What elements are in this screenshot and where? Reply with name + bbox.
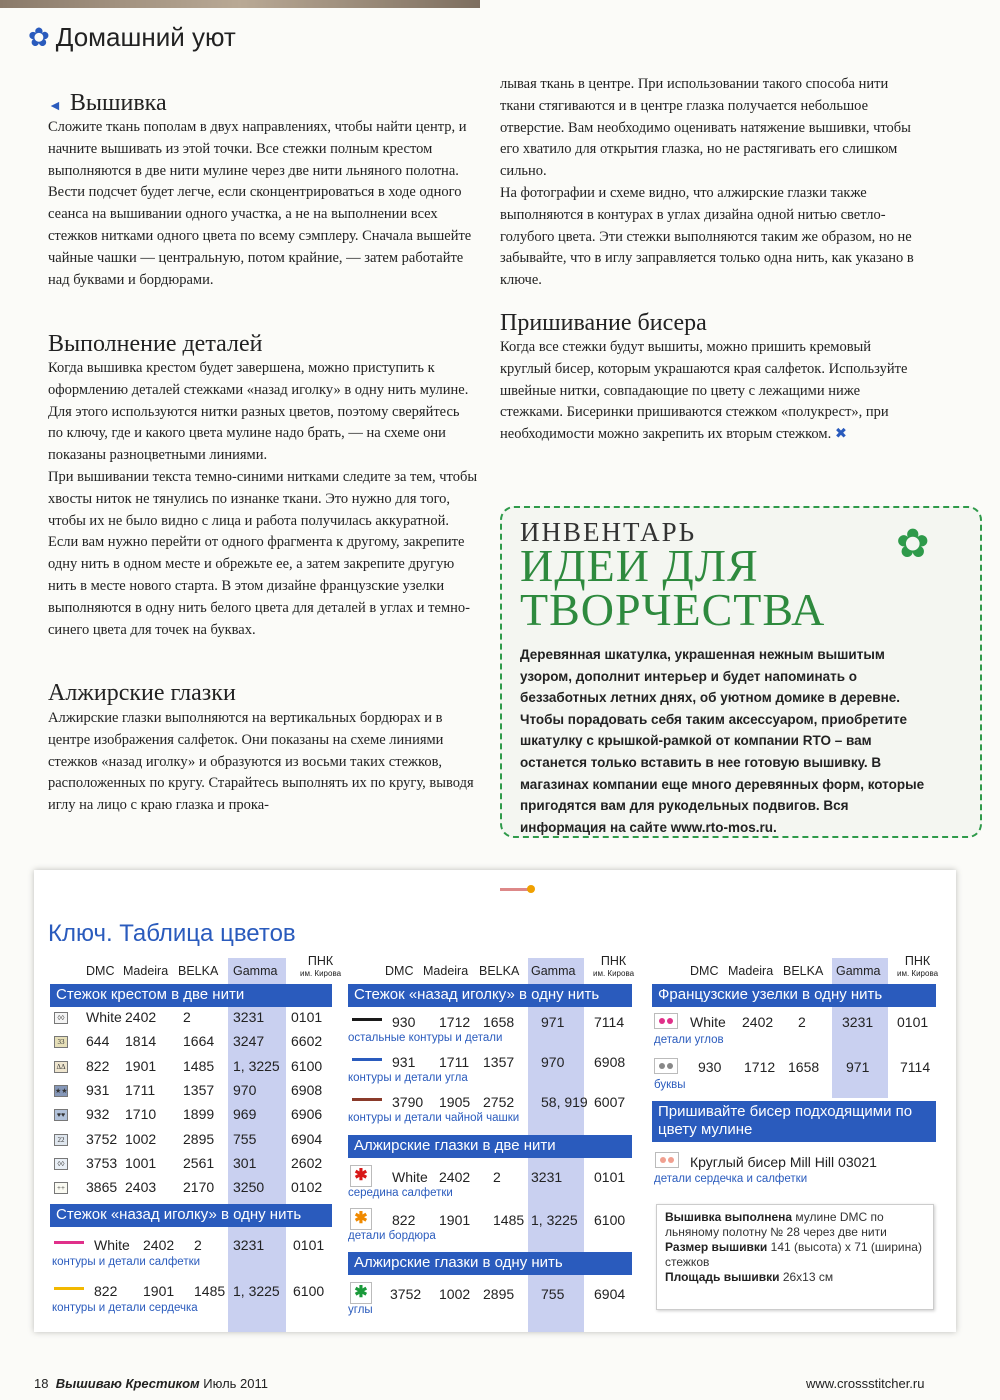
cell-madeira: 2402 xyxy=(125,1009,157,1025)
cross-stitch-row xyxy=(48,1155,338,1173)
cell-madeira: 1712 xyxy=(439,1014,471,1030)
pnk-label: ПНК xyxy=(600,954,627,968)
cell-madeira: 1710 xyxy=(125,1106,157,1123)
cell-dmc: 822 xyxy=(392,1212,416,1228)
cross-stitch-header: Стежок крестом в две нити xyxy=(50,984,332,1007)
cell-belka: 2561 xyxy=(183,1154,215,1171)
section-details-heading xyxy=(48,331,478,358)
cell-gamma: 971 xyxy=(846,1059,870,1075)
symbol-swatch: ++ xyxy=(54,1182,68,1194)
paragraph xyxy=(500,337,920,446)
cell-belka: 2 xyxy=(194,1237,202,1253)
french-knots-header: Французские узелки в одну нить xyxy=(652,984,936,1007)
cell-pnk: 6100 xyxy=(293,1283,325,1299)
symbol-swatch: 33 xyxy=(54,1036,68,1048)
cell-gamma: 969 xyxy=(233,1106,257,1123)
cell-dmc: White xyxy=(392,1169,428,1185)
column-header-pnk xyxy=(897,956,938,979)
flower-icon: ✿ xyxy=(28,22,50,52)
section-beads-heading xyxy=(500,310,920,337)
cross-stitch-row xyxy=(48,1033,338,1051)
cell-gamma: 970 xyxy=(233,1081,257,1098)
cell-pnk: 0101 xyxy=(293,1237,325,1253)
column-header-madeira: Madeira xyxy=(123,964,169,978)
section-algerian-continued xyxy=(500,74,920,292)
row-note: детали углов xyxy=(654,1034,724,1046)
top-photo-strip xyxy=(0,0,480,8)
beads-header: Пришивайте бисер подходящими по цвету мулине xyxy=(652,1101,936,1142)
cell-pnk: 0102 xyxy=(291,1179,323,1196)
cell-pnk: 7114 xyxy=(594,1014,625,1030)
section-embroidery-title: Вышивка xyxy=(69,90,167,116)
cross-stitch-row xyxy=(48,1179,338,1197)
cell-dmc: White xyxy=(86,1009,122,1025)
cell-gamma: 3247 xyxy=(233,1033,265,1050)
cell-pnk: 0101 xyxy=(291,1009,323,1025)
symbol-swatch: ◊◊ xyxy=(54,1158,68,1170)
cell-pnk: 6908 xyxy=(291,1081,323,1098)
backstitch-row xyxy=(48,1283,338,1301)
algerian-one-header: Алжирские глазки в одну нить xyxy=(348,1252,632,1275)
cell-pnk: 6904 xyxy=(291,1130,323,1147)
cell-dmc: 931 xyxy=(392,1054,416,1070)
cell-gamma: 3250 xyxy=(233,1179,265,1196)
cell-dmc: 932 xyxy=(86,1106,110,1123)
column-header-dmc: DMC xyxy=(385,964,414,978)
algerian-eye-swatch: ✱ xyxy=(350,1208,372,1230)
info-area-text: 26x13 см xyxy=(782,1270,834,1284)
cell-belka: 2 xyxy=(798,1014,806,1030)
pnk-sub-label: им. Кирова xyxy=(593,969,635,978)
cell-belka: 2752 xyxy=(483,1094,515,1110)
cell-madeira: 1901 xyxy=(143,1283,175,1299)
column-header-gamma: Gamma xyxy=(233,964,278,978)
cell-dmc: 3865 xyxy=(86,1179,118,1196)
column-header-gamma: Gamma xyxy=(531,964,576,978)
cell-belka: 1485 xyxy=(493,1212,525,1228)
row-note: контуры и детали салфетки xyxy=(52,1256,201,1268)
info-done-label: Вышивка выполнена xyxy=(665,1210,793,1224)
cross-stitch-row xyxy=(48,1131,338,1149)
pnk-label: ПНК xyxy=(904,954,931,968)
paragraph: Когда вышивка крестом будет завершена, можно приступить к оформлению деталей стежками «назад иголку» в одну нить мулине. Для этого используются нитки разных цветов, поэтому сверяйтесь по ключу, где и какого цвета мулине надо брать, — на схеме они показаны разноцветными линиями. xyxy=(48,360,469,464)
key-title: Ключ. Таблица цветов xyxy=(48,920,296,947)
footer-site: www.crossstitcher.ru xyxy=(806,1376,925,1391)
info-size-text: 141 (высота) x 71 (ширина) стежков xyxy=(665,1240,922,1269)
cell-pnk: 6908 xyxy=(594,1054,626,1070)
cell-belka: 1485 xyxy=(194,1283,226,1299)
cell-madeira: 1712 xyxy=(744,1059,776,1075)
row-note: остальные контуры и детали xyxy=(348,1032,503,1044)
cell-dmc: White xyxy=(690,1014,726,1030)
backstitch-row xyxy=(344,1054,634,1072)
cell-belka: 2 xyxy=(183,1009,191,1025)
cell-gamma: 1, 3225 xyxy=(233,1283,280,1299)
section-embroidery-body xyxy=(48,117,478,291)
bead-swatch xyxy=(655,1152,679,1168)
column-header-dmc: DMC xyxy=(690,964,719,978)
french-knot-row xyxy=(650,1059,940,1077)
pnk-sub-label: им. Кирова xyxy=(897,969,939,978)
column-header-belka: BELKA xyxy=(479,964,520,978)
cross-stitch-row xyxy=(48,1009,338,1027)
cell-madeira: 1711 xyxy=(439,1054,470,1070)
triangle-icon: ◄ xyxy=(48,99,62,114)
issue-date: Июль 2011 xyxy=(203,1376,269,1391)
backstitch-row xyxy=(344,1094,634,1112)
info-box xyxy=(656,1204,934,1310)
cell-belka: 1357 xyxy=(483,1054,515,1070)
column-header-belka: BELKA xyxy=(178,964,219,978)
section-details-body xyxy=(48,358,478,641)
cell-dmc: 644 xyxy=(86,1033,110,1050)
cell-madeira: 2402 xyxy=(143,1237,175,1253)
cell-dmc: 3790 xyxy=(392,1094,424,1110)
cell-madeira: 1905 xyxy=(439,1094,471,1110)
algerian-row xyxy=(344,1212,634,1230)
paragraph: Вести подсчет будет легче, если сконцентрироваться в ходе одного сеанса на вышивании одного участка, а не на выполнении всех стежков нитками одного цвета по всему сэмплеру. Сначала вышейте чайные чашки — центральную, потом крайние, — затем работайте над буквами и бордюрами. xyxy=(48,184,472,288)
cell-pnk: 2602 xyxy=(291,1154,323,1171)
cell-madeira: 1901 xyxy=(439,1212,471,1228)
section-algerian-heading xyxy=(48,680,478,707)
cell-pnk: 6100 xyxy=(291,1057,323,1074)
column-header-madeira: Madeira xyxy=(728,964,774,978)
cell-pnk: 6007 xyxy=(594,1094,626,1110)
row-note: середина салфетки xyxy=(348,1187,453,1199)
cell-madeira: 1901 xyxy=(125,1057,157,1074)
cross-stitch-row xyxy=(48,1082,338,1100)
footer-left xyxy=(34,1376,268,1391)
inventory-title-line1: ИДЕИ ДЛЯ xyxy=(520,540,759,591)
rubric-label: Домашний уют xyxy=(55,22,236,52)
algerian-eye-swatch: ✱ xyxy=(350,1165,372,1187)
row-note: контуры и детали сердечка xyxy=(52,1302,198,1314)
cell-pnk: 6100 xyxy=(594,1212,626,1228)
cell-gamma: 3231 xyxy=(842,1014,874,1030)
cell-dmc: 3752 xyxy=(86,1130,118,1147)
cell-madeira: 1002 xyxy=(439,1286,471,1302)
pnk-sub-label: им. Кирова xyxy=(300,969,342,978)
info-size-label: Размер вышивки xyxy=(665,1240,768,1254)
backstitch-header: Стежок «назад иголку» в одну нить xyxy=(348,984,632,1007)
cross-stitch-row xyxy=(48,1058,338,1076)
algerian-eye-swatch: ✱ xyxy=(350,1282,372,1304)
column-header-madeira: Madeira xyxy=(423,964,469,978)
cell-dmc: 3753 xyxy=(86,1154,118,1171)
cell-gamma: 971 xyxy=(541,1014,565,1030)
cell-pnk: 6906 xyxy=(291,1106,323,1123)
cell-dmc: 822 xyxy=(94,1283,118,1299)
cross-stitch-row xyxy=(48,1106,338,1124)
info-done-text: мулине DMC по льняному полотну № 28 через две нити xyxy=(665,1210,887,1239)
symbol-swatch: 22 xyxy=(54,1134,68,1146)
column-header-belka: BELKA xyxy=(783,964,824,978)
inventory-text: Деревянная шкатулка, украшенная нежным вышитым узором, дополнит интерьер и будет напоминать о беззаботных летних днях, об уютном домике в деревне. Чтобы порадовать себя таким аксессуаром, приобретите шкатулку с крышкой-рамкой от компании RTO – вам останется только вставить в нее готовую вышивку. В магазинах компании еще много деревянных форм, которые пригодятся вам для рукодельных подвигов. Вся информация на сайте www.rto-mos.ru. xyxy=(520,647,925,835)
cell-madeira: 1814 xyxy=(125,1033,157,1050)
cell-pnk: 7114 xyxy=(900,1059,931,1075)
cell-belka: 1658 xyxy=(483,1014,515,1030)
cell-dmc: 822 xyxy=(86,1057,110,1074)
paragraph: При вышивании текста темно-синими нитками следите за тем, чтобы хвосты ниток не тянулись по изнанке ткани. Это нужно для того, чтобы их не было видно с лица и работа получилась аккуратной. Если вам нужно перейти от одного фрагмента к другому, закрепите одну нить в одном месте и обрежьте ее, а затем закрепите другую нить в месте нового старта. В этом дизайне французские узелки выполняются в одну нить белого цвета для деталей в углах и темно-синего цвета для точек на буквах. xyxy=(48,468,478,638)
cell-dmc: White xyxy=(94,1237,130,1253)
paragraph: Сложите ткань пополам в двух направлениях, чтобы найти центр, и начните вышивать из этой точки. Все стежки полным крестом выполняются в две нити мулине через две нити льняного полотна. xyxy=(48,119,467,179)
cell-madeira: 1001 xyxy=(125,1154,157,1171)
column-header-gamma: Gamma xyxy=(836,964,881,978)
cell-pnk: 6602 xyxy=(291,1033,323,1050)
cell-dmc: 3752 xyxy=(390,1286,422,1302)
paragraph: лывая ткань в центре. При использовании такого способа нити ткани стягиваются и в центре глазка получается небольшое отверстие. Вам необходимо оценивать натяжение вышивки, чтобы его хватило для открытия глазка, но не растягивать его слишком сильно. xyxy=(500,76,911,180)
cell-pnk: 6904 xyxy=(594,1286,626,1302)
bead-note: детали сердечка и салфетки xyxy=(654,1173,808,1185)
section-beads-body xyxy=(500,337,920,446)
symbol-swatch: ★★ xyxy=(55,1086,68,1095)
section-details-title: Выполнение деталей xyxy=(48,331,263,357)
cell-madeira: 2403 xyxy=(125,1179,157,1196)
algerian-row xyxy=(344,1169,634,1187)
section-beads-title: Пришивание бисера xyxy=(500,310,707,336)
cell-belka: 1899 xyxy=(183,1106,215,1123)
backstitch-row xyxy=(48,1237,338,1255)
cell-madeira: 1711 xyxy=(125,1081,156,1098)
column-header-dmc: DMC xyxy=(86,964,115,978)
symbol-swatch: ΔΔ xyxy=(54,1061,68,1073)
section-algerian-body xyxy=(48,708,478,817)
row-note: контуры и детали угла xyxy=(348,1072,468,1084)
cell-gamma: 970 xyxy=(541,1054,565,1070)
french-knot-row xyxy=(650,1014,940,1032)
page-number: 18 xyxy=(34,1376,49,1391)
backstitch-header: Стежок «назад иголку» в одну нить xyxy=(50,1204,332,1227)
pnk-label: ПНК xyxy=(307,954,334,968)
paragraph: На фотографии и схеме видно, что алжирские глазки также выполняются в контурах в углах дизайна одной нитью светло-голубого цвета. Эти стежки выполняются таким же образом, но не забывайте, что в иглу заправляется только одна нить, как указано в ключе. xyxy=(500,184,914,289)
symbol-swatch: ◊◊ xyxy=(54,1012,68,1024)
cell-belka: 2895 xyxy=(183,1130,215,1147)
column-header-pnk xyxy=(300,956,341,979)
cell-gamma: 58, 919 xyxy=(541,1094,588,1110)
cell-madeira: 2402 xyxy=(439,1169,471,1185)
row-note: буквы xyxy=(654,1079,686,1091)
cell-gamma: 755 xyxy=(233,1130,257,1147)
row-note: углы xyxy=(348,1304,373,1316)
cell-belka: 2 xyxy=(493,1169,501,1185)
cell-belka: 1658 xyxy=(788,1059,820,1075)
column-header-pnk xyxy=(593,956,634,979)
backstitch-row xyxy=(344,1014,634,1032)
cell-gamma: 3231 xyxy=(233,1237,265,1253)
beads-text: Когда все стежки будут вышиты, можно пришить кремовый круглый бисер, которым украшаются края салфеток. Используйте швейные нитки, совпадающие по цвету с лежащими ниже стежками. Бисеринки пришиваются стежком «полукрест», при необходимости можно закрепить их вторым стежком. xyxy=(500,339,908,443)
symbol-swatch: ♥♥ xyxy=(54,1109,68,1121)
algerian-row xyxy=(344,1286,634,1304)
cell-belka: 1485 xyxy=(183,1057,215,1074)
cell-dmc: 930 xyxy=(698,1059,722,1075)
cross-stitch-icon: ✖ xyxy=(834,426,847,443)
magazine-name: Вышиваю Крестиком xyxy=(55,1376,200,1391)
cell-gamma: 755 xyxy=(541,1286,565,1302)
cell-gamma: 301 xyxy=(233,1154,257,1171)
cell-dmc: 931 xyxy=(86,1081,110,1098)
flower-icon: ✿ xyxy=(896,521,930,566)
cell-gamma: 1, 3225 xyxy=(531,1212,578,1228)
cell-belka: 2895 xyxy=(483,1286,515,1302)
inventory-label: ИНВЕНТАРЬ xyxy=(520,517,697,547)
cell-gamma: 3231 xyxy=(531,1169,563,1185)
cell-pnk: 0101 xyxy=(897,1014,929,1030)
row-note: детали бордюра xyxy=(348,1230,436,1242)
inventory-title-line2: ТВОРЧЕСТВА xyxy=(520,584,826,635)
algerian-two-header: Алжирские глазки в две нити xyxy=(348,1135,632,1158)
bead-item: Круглый бисер Mill Hill 03021 xyxy=(690,1154,877,1170)
row-note: контуры и детали чайной чашки xyxy=(348,1112,520,1124)
section-algerian-title: Алжирские глазки xyxy=(48,680,236,706)
cell-belka: 2170 xyxy=(183,1179,215,1196)
pin-head xyxy=(527,885,535,893)
cell-pnk: 0101 xyxy=(594,1169,626,1185)
cell-belka: 1357 xyxy=(183,1081,215,1098)
cell-madeira: 1002 xyxy=(125,1130,157,1147)
cell-gamma: 1, 3225 xyxy=(233,1057,280,1074)
cell-madeira: 2402 xyxy=(742,1014,774,1030)
cell-dmc: 930 xyxy=(392,1014,416,1030)
section-embroidery-heading xyxy=(48,90,167,117)
paragraph: Алжирские глазки выполняются на вертикальных бордюрах и в центре изображения салфеток. Они показаны на схеме линиями стежков «назад иголку» и образуются из восьми таких стежков, расположенных по кругу. Старайтесь выполнять их по кругу, выводя иглу на лицо с краю глазка и прока- xyxy=(48,710,474,814)
cell-gamma: 3231 xyxy=(233,1009,265,1025)
info-area-label: Площадь вышивки xyxy=(665,1270,780,1284)
cell-belka: 1664 xyxy=(183,1033,215,1050)
rubric-title xyxy=(28,22,236,53)
